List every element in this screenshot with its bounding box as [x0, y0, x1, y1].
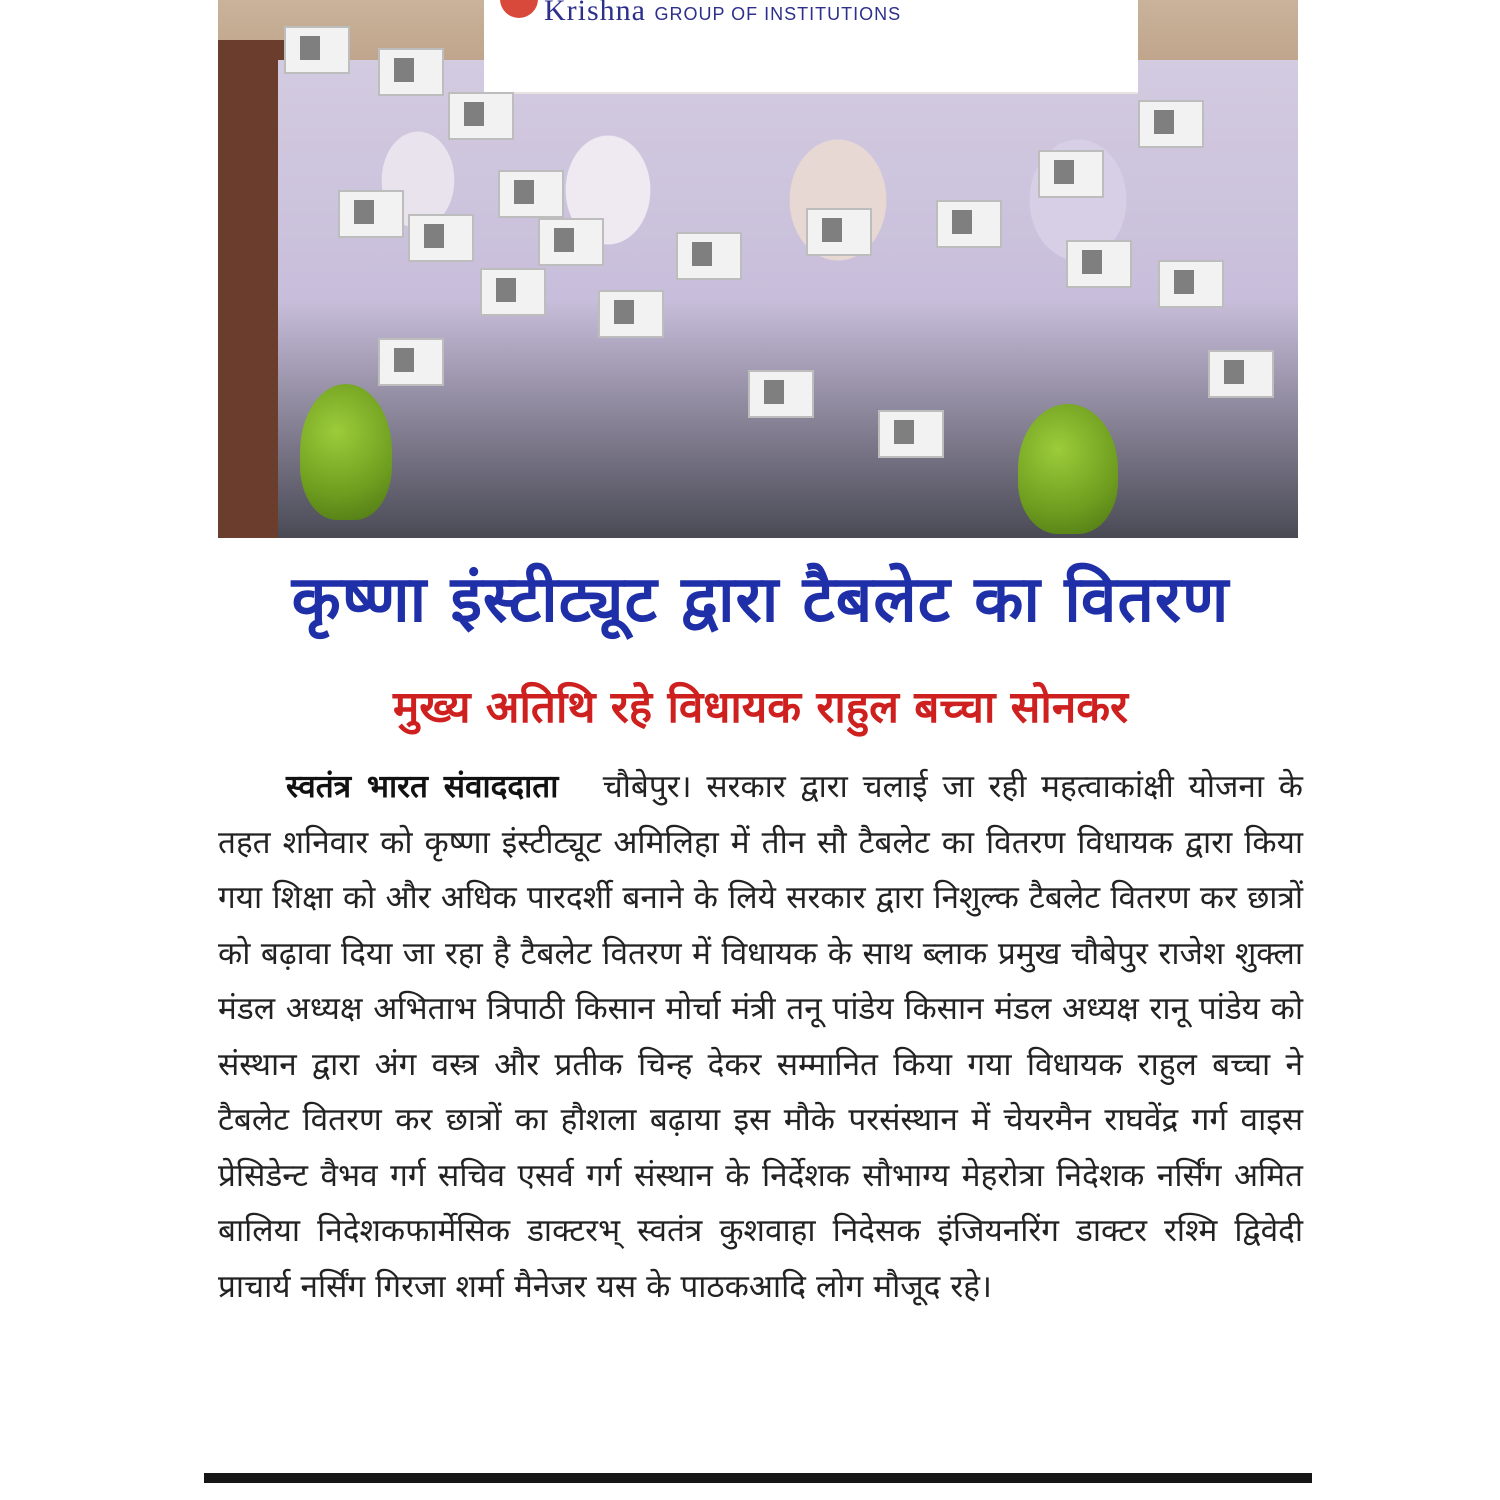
tablet-box [448, 92, 514, 140]
institution-banner [484, 0, 1138, 94]
institution-logo-icon [500, 0, 538, 18]
tablet-box [806, 208, 872, 256]
tablet-box [338, 190, 404, 238]
tablet-box [1066, 240, 1132, 288]
tablet-box [538, 218, 604, 266]
tablet-box [1138, 100, 1204, 148]
byline: स्वतंत्र भारत संवाददाता [286, 769, 559, 805]
subheadline: मुख्य अतिथि रहे विधायक राहुल बच्चा सोनकर [392, 682, 1129, 733]
tablet-box [284, 26, 350, 74]
bush-left [300, 384, 392, 520]
tablet-box [676, 232, 742, 280]
banner-text [544, 0, 901, 28]
banner-sub: GROUP OF INSTITUTIONS [654, 4, 902, 24]
tablet-box [936, 200, 1002, 248]
bottom-rule [204, 1473, 1312, 1483]
article-body [218, 760, 1303, 1315]
tablet-box [408, 214, 474, 262]
headline: कृष्णा इंस्टीट्यूट द्वारा टैबलेट का वितरण [291, 563, 1230, 637]
tablet-box [378, 338, 444, 386]
tablet-box [878, 410, 944, 458]
article-body-text: चौबेपुर। सरकार द्वारा चलाई जा रही महत्वाकांक्षी योजना के तहत शनिवार को कृष्णा इंस्टीट्यूट अमिलिहा में तीन सौ टैबलेट का वितरण विधायक द्वारा किया गया शिक्षा को और अधिक पारदर्शी बनाने के लिये सरकार द्वारा निशुल्क टैबलेट वितरण कर छात्रों को बढ़ावा दिया जा रहा है टैबलेट वितरण में विधायक के साथ ब्लाक प्रमुख चौबेपुर राजेश शुक्ला मंडल अध्यक्ष अभिताभ त्रिपाठी किसान मोर्चा मंत्री तनू पांडेय किसान मंडल अध्यक्ष रानू पांडेय को संस्थान द्वारा अंग वस्त्र और प्रतीक चिन्ह देकर सम्मानित किया गया विधायक राहुल बच्चा ने टैबलेट वितरण कर छात्रों का हौशला बढ़ाया इस मौके परसंस्थान में चेयरमैन राघवेंद्र गर्ग वाइस प्रेसिडेन्ट वैभव गर्ग सचिव एसर्व गर्ग संस्थान के निर्देशक सौभाग्य मेहरोत्रा निदेशक नर्सिंग अमित बालिया निदेशकफार्मेसिक डाक्टरभ् स्वतंत्र कुशवाहा निदेसक इंजियनरिंग डाक्टर रश्मि द्विवेदी प्राचार्य नर्सिंग गिरजा शर्मा मैनेजर यस के पाठकआदि लोग मौजूद रहे। [218, 769, 1303, 1305]
tablet-box [748, 370, 814, 418]
bush-right [1018, 404, 1118, 534]
tablet-box [1208, 350, 1274, 398]
tablet-box [378, 48, 444, 96]
banner-brand: Krishna [544, 0, 646, 27]
tablet-box [1038, 150, 1104, 198]
tablet-box [480, 268, 546, 316]
event-photo [218, 0, 1298, 538]
tablet-box [1158, 260, 1224, 308]
tablet-box [598, 290, 664, 338]
tablet-box [498, 170, 564, 218]
